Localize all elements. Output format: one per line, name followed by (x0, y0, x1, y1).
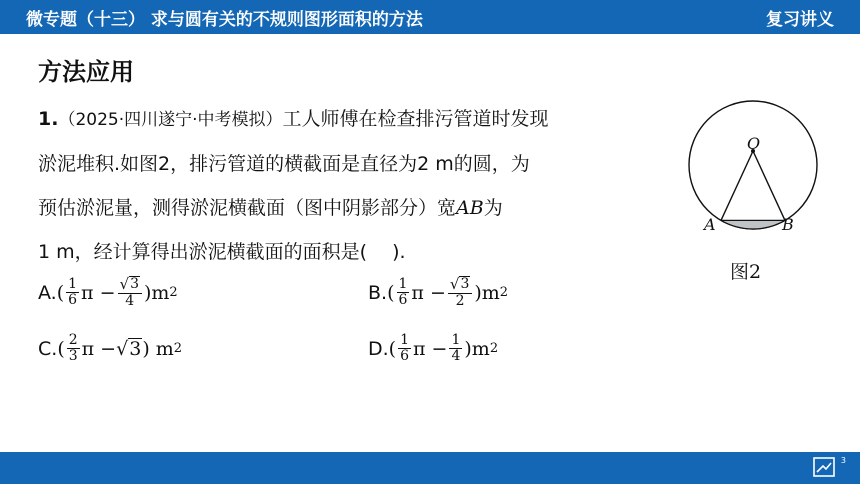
page-number: 3 (840, 456, 846, 465)
option-c[interactable]: C. ( $\frac{2}{3}$ π − √ 3 ) m 2 (38, 332, 183, 364)
option-c-label: C. (38, 337, 58, 360)
footer-bar (0, 452, 860, 484)
label-b: B (782, 215, 794, 234)
fraction: $\frac{2}{3}$ (68, 332, 78, 364)
option-d-label: D. (368, 337, 389, 360)
question-line-3 (38, 193, 503, 220)
header-title: 微专题（十三） 求与圆有关的不规则图形面积的方法 (26, 10, 423, 30)
fraction: $\frac{1}{4}$ (451, 332, 461, 364)
section-title: 方法应用 (38, 58, 134, 86)
question-text-3-end: 为 (483, 197, 503, 219)
fraction: √ 3 2 (448, 276, 472, 309)
segment-ab: AB (456, 197, 484, 219)
option-a[interactable]: A. ( $\frac{1}{6}$ π − √ 3 4 )m 2 (38, 275, 178, 309)
option-a-label: A. (38, 281, 57, 304)
fraction: $\frac{1}{6}$ (398, 276, 408, 308)
fraction: $\frac{1}{6}$ (400, 332, 410, 364)
fraction: $\frac{1}{6}$ (68, 276, 78, 308)
question-source: （2025·四川遂宁·中考模拟） (58, 110, 283, 130)
figure-caption: 图2 (730, 261, 762, 283)
presentation-icon[interactable] (812, 456, 838, 480)
question-line-4: 1 m，经计算得出淤泥横截面的面积是( ). (38, 241, 406, 263)
circle-figure (680, 92, 830, 242)
option-b-label: B. (368, 281, 388, 304)
question-text-1: 工人师傅在检查排污管道时发现 (282, 108, 549, 130)
question-text-3: 预估淤泥量，测得淤泥横截面（图中阴影部分）宽 (38, 197, 457, 219)
fraction: √ 3 4 (118, 276, 142, 309)
question-number: 1. (38, 108, 59, 130)
shaded-segment (721, 220, 785, 229)
option-b[interactable]: B. ( $\frac{1}{6}$ π − √ 3 2 )m 2 (368, 275, 509, 309)
radius-ob (753, 151, 785, 220)
option-d[interactable]: D. ( $\frac{1}{6}$ π − $\frac{1}{4}$ )m 2 (368, 332, 499, 364)
label-a: A (704, 215, 716, 234)
radius-oa (721, 151, 753, 220)
pipe-circle (689, 101, 817, 229)
sqrt-3: √ 3 (116, 338, 142, 360)
question-line-1 (38, 104, 549, 131)
header-tag: 复习讲义 (766, 10, 834, 30)
header-bar (0, 0, 860, 34)
question-line-2: 淤泥堆积.如图2，排污管道的横截面是直径为2 m的圆，为 (38, 153, 530, 175)
label-o: O (747, 134, 761, 153)
